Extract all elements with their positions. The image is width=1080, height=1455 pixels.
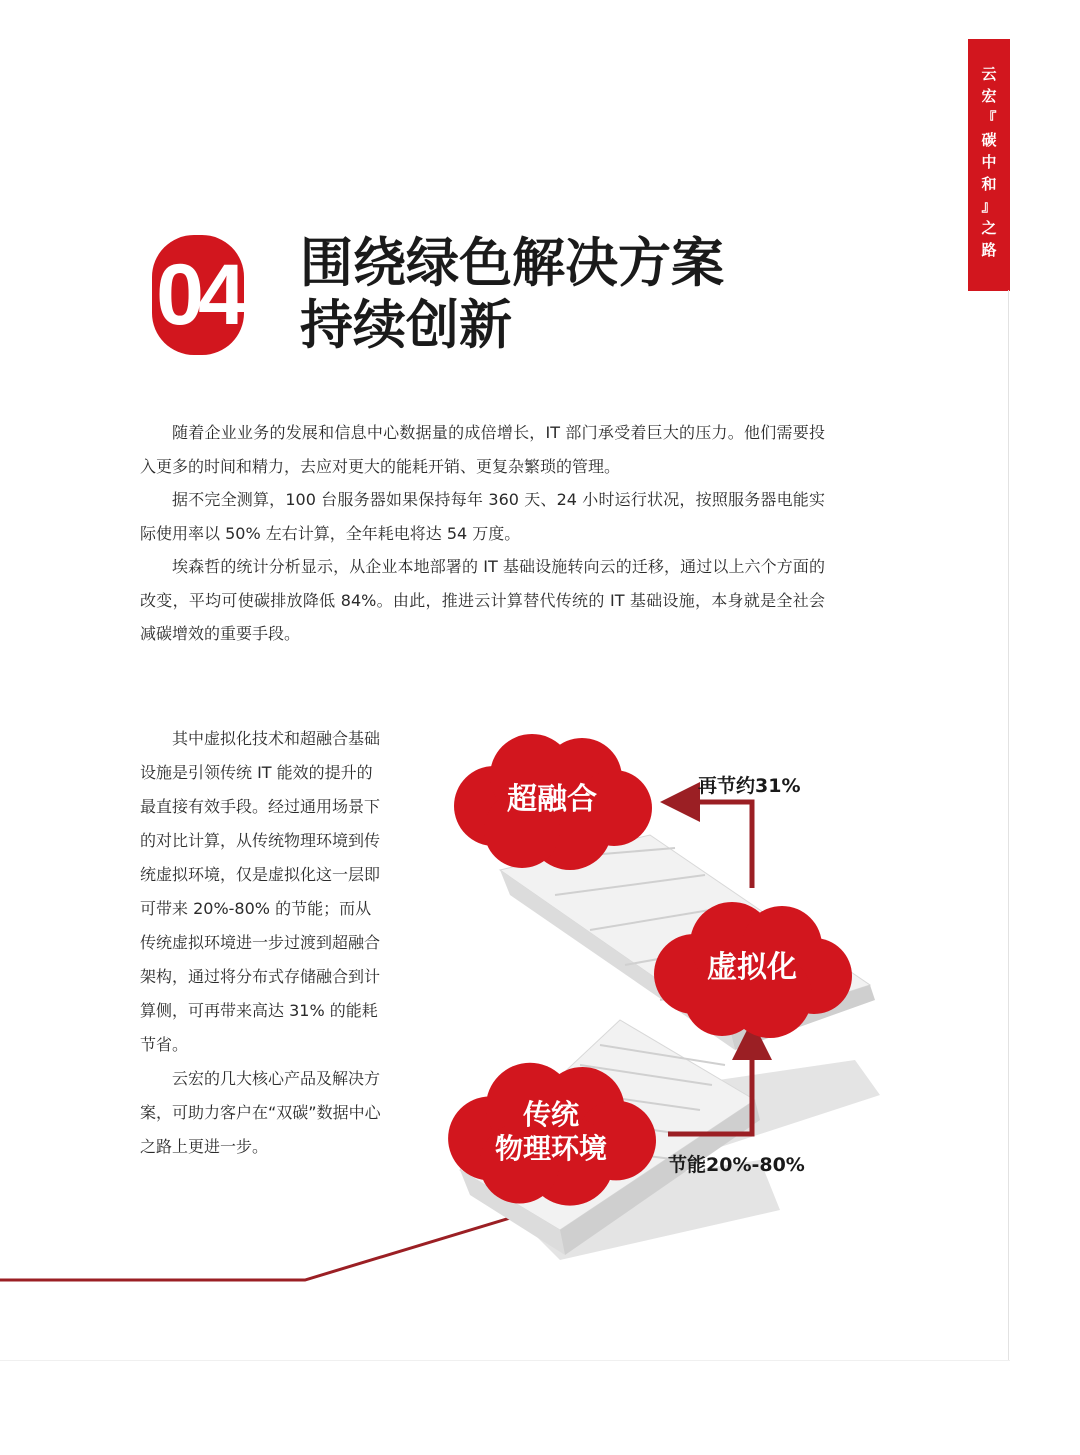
floor-line xyxy=(0,1215,520,1280)
stairs-diagram xyxy=(0,700,1080,1400)
cloud-bottom-label-line1: 传统 xyxy=(522,1098,580,1131)
section-title xyxy=(300,233,724,357)
body-paragraph: 据不完全测算，100 台服务器如果保持每年 360 天、24 小时运行状况，按照服务器电能实际使用率以 50% 左右计算，全年耗电将达 54 万度。 xyxy=(140,490,825,543)
section-number-badge: 04 xyxy=(152,235,244,355)
side-tab-char: 和 xyxy=(981,175,997,193)
side-tab-char: 云 xyxy=(981,65,997,83)
cloud-top-label: 超融合 xyxy=(507,782,597,817)
section-title-line1: 围绕绿色解决方案 xyxy=(300,233,724,294)
arrow-top-label: 再节约31% xyxy=(698,775,801,797)
side-tab-char: 宏 xyxy=(981,87,997,105)
section-title-line2: 持续创新 xyxy=(300,295,512,356)
side-tab xyxy=(968,39,1010,291)
side-tab-char: 中 xyxy=(981,153,997,171)
side-tab-char: 路 xyxy=(981,241,997,259)
body-paragraph: 埃森哲的统计分析显示，从企业本地部署的 IT 基础设施转向云的迁移，通过以上六个方面的改变，平均可使碳排放降低 84%。由此，推进云计算替代传统的 IT 基础设施，本身就是全社会减碳增效的重要手段。 xyxy=(140,557,825,643)
bottom-divider xyxy=(0,1360,1010,1361)
side-tab-char: 碳 xyxy=(981,131,997,149)
sidebar-paragraph: 其中虚拟化技术和超融合基础设施是引领传统 IT 能效的提升的最直接有效手段。经过通用场景下的对比计算，从传统物理环境到传统虚拟环境，仅是虚拟化这一层即可带来 20%-80% 的节能；而从传统虚拟环境进一步过渡到超融合架构，通过将分布式存储融合到计算侧，可再带来高达 31% 的能耗节省。 xyxy=(140,729,381,1054)
sidebar-paragraph: 云宏的几大核心产品及解决方案，可助力客户在“双碳”数据中心之路上更进一步。 xyxy=(140,1069,381,1156)
side-tab-char: 』 xyxy=(981,197,997,215)
side-tab-char: 之 xyxy=(981,219,997,237)
arrow-bottom-label: 节能20%-80% xyxy=(668,1154,805,1176)
cloud-mid-label: 虚拟化 xyxy=(707,950,797,985)
body-text xyxy=(140,416,825,651)
cloud-bottom-label-line2: 物理环境 xyxy=(494,1132,608,1165)
body-paragraph: 随着企业业务的发展和信息中心数据量的成倍增长，IT 部门承受着巨大的压力。他们需要投入更多的时间和精力，去应对更大的能耗开销、更复杂繁琐的管理。 xyxy=(140,423,825,476)
side-tab-char: 『 xyxy=(981,109,997,127)
